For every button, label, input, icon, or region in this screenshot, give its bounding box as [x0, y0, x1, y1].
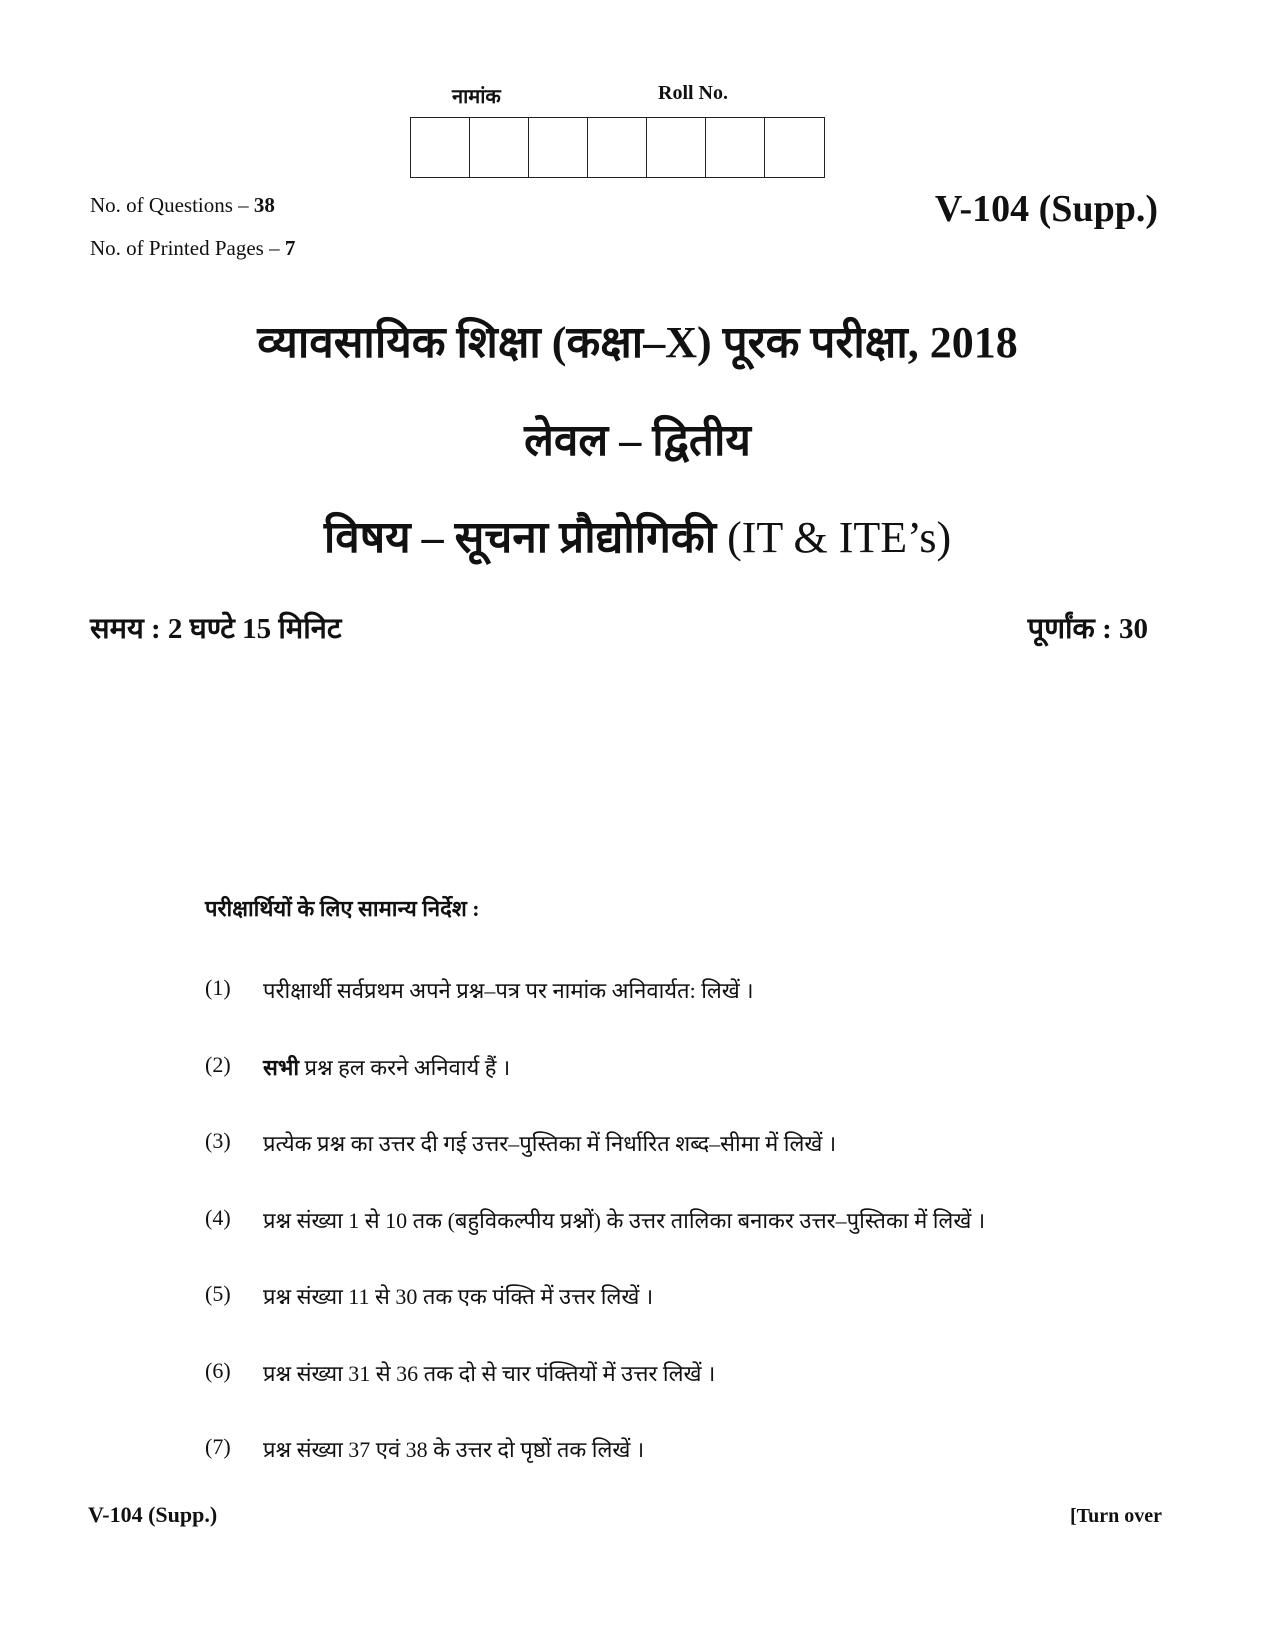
roll-number-box[interactable]: [470, 118, 529, 177]
questions-count: [90, 193, 275, 218]
roll-number-box[interactable]: [765, 118, 824, 177]
instruction-body: प्रश्न संख्या 31 से 36 तक दो से चार पंक्तियों में उत्तर लिखें ।: [263, 1360, 716, 1386]
instruction-body: प्रश्न संख्या 11 से 30 तक एक पंक्ति में उत्तर लिखें ।: [263, 1284, 654, 1309]
exam-title: व्यावसायिक शिक्षा (कक्षा–X) पूरक परीक्षा, 2018: [257, 318, 1018, 367]
instruction-body: प्रश्न संख्या 37 एवं 38 के उत्तर दो पृष्ठों तक लिखें ।: [263, 1437, 645, 1462]
instruction-number: (3): [205, 1128, 231, 1153]
instruction-number: (5): [205, 1281, 231, 1306]
questions-label: No. of Questions –: [90, 193, 254, 217]
instruction-emphasis: सभी: [263, 1054, 300, 1080]
roll-label-english: Roll No.: [658, 82, 728, 104]
instructions-list: [205, 975, 1165, 1511]
instruction-item: [205, 1358, 1165, 1435]
instruction-number: (7): [205, 1434, 231, 1459]
printed-pages-count: [90, 236, 295, 261]
level-title: लेवल – द्वितीय: [524, 416, 751, 465]
subject-title: [0, 505, 1275, 565]
instructions-heading: परीक्षार्थियों के लिए सामान्य निर्देश :: [205, 896, 480, 921]
max-marks: पूर्णांक : 30: [1027, 613, 1148, 645]
instruction-body: परीक्षार्थी सर्वप्रथम अपने प्रश्न–पत्र पर नामांक अनिवार्यत: लिखें ।: [263, 978, 754, 1003]
instruction-text: [263, 1052, 510, 1082]
exam-time: समय : 2 घण्टे 15 मिनिट: [90, 613, 342, 645]
instruction-body: प्रश्न हल करने अनिवार्य हैं ।: [299, 1054, 511, 1080]
instruction-number: (4): [205, 1204, 231, 1230]
roll-number-boxes: [410, 117, 825, 178]
instruction-text: [263, 1281, 653, 1311]
subject-english: (IT & ITE’s): [727, 513, 952, 562]
paper-code: V-104 (Supp.): [934, 188, 1158, 230]
instruction-text: [263, 1128, 836, 1158]
instruction-text: [263, 975, 754, 1005]
instruction-text: [263, 1434, 644, 1464]
footer-paper-code: V-104 (Supp.): [88, 1502, 218, 1527]
roll-number-box[interactable]: [647, 118, 706, 177]
instruction-item: [205, 1434, 1165, 1511]
roll-number-box[interactable]: [529, 118, 588, 177]
instruction-text: [263, 1205, 985, 1235]
instruction-number: (1): [205, 975, 231, 1000]
subject-hindi: विषय – सूचना प्रौद्योगिकी: [323, 513, 717, 562]
roll-number-box[interactable]: [706, 118, 765, 177]
instruction-body: प्रत्येक प्रश्न का उत्तर दी गई उत्तर–पुस्तिका में निर्धारित शब्द–सीमा में लिखें ।: [263, 1131, 837, 1156]
instruction-body: प्रश्न संख्या 1 से 10 तक (बहुविकल्पीय प्रश्नों) के उत्तर तालिका बनाकर उत्तर–पुस्तिका में लिखें ।: [263, 1207, 986, 1233]
roll-label-hindi: नामांक: [452, 86, 501, 108]
roll-number-box[interactable]: [411, 118, 470, 177]
turn-over-note: [Turn over: [1069, 1505, 1162, 1527]
instruction-item: [205, 1281, 1165, 1358]
instruction-number: (2): [205, 1051, 231, 1077]
roll-number-box[interactable]: [588, 118, 647, 177]
pages-value: 7: [284, 236, 296, 260]
questions-value: 38: [253, 193, 275, 217]
pages-label: No. of Printed Pages –: [90, 236, 285, 260]
instruction-item: [205, 975, 1165, 1052]
instruction-number: (6): [205, 1357, 231, 1383]
roll-number-labels: [390, 82, 820, 108]
instruction-item: [205, 1128, 1165, 1205]
instruction-text: [263, 1358, 715, 1388]
instruction-item: [205, 1052, 1165, 1129]
instruction-item: [205, 1205, 1165, 1282]
